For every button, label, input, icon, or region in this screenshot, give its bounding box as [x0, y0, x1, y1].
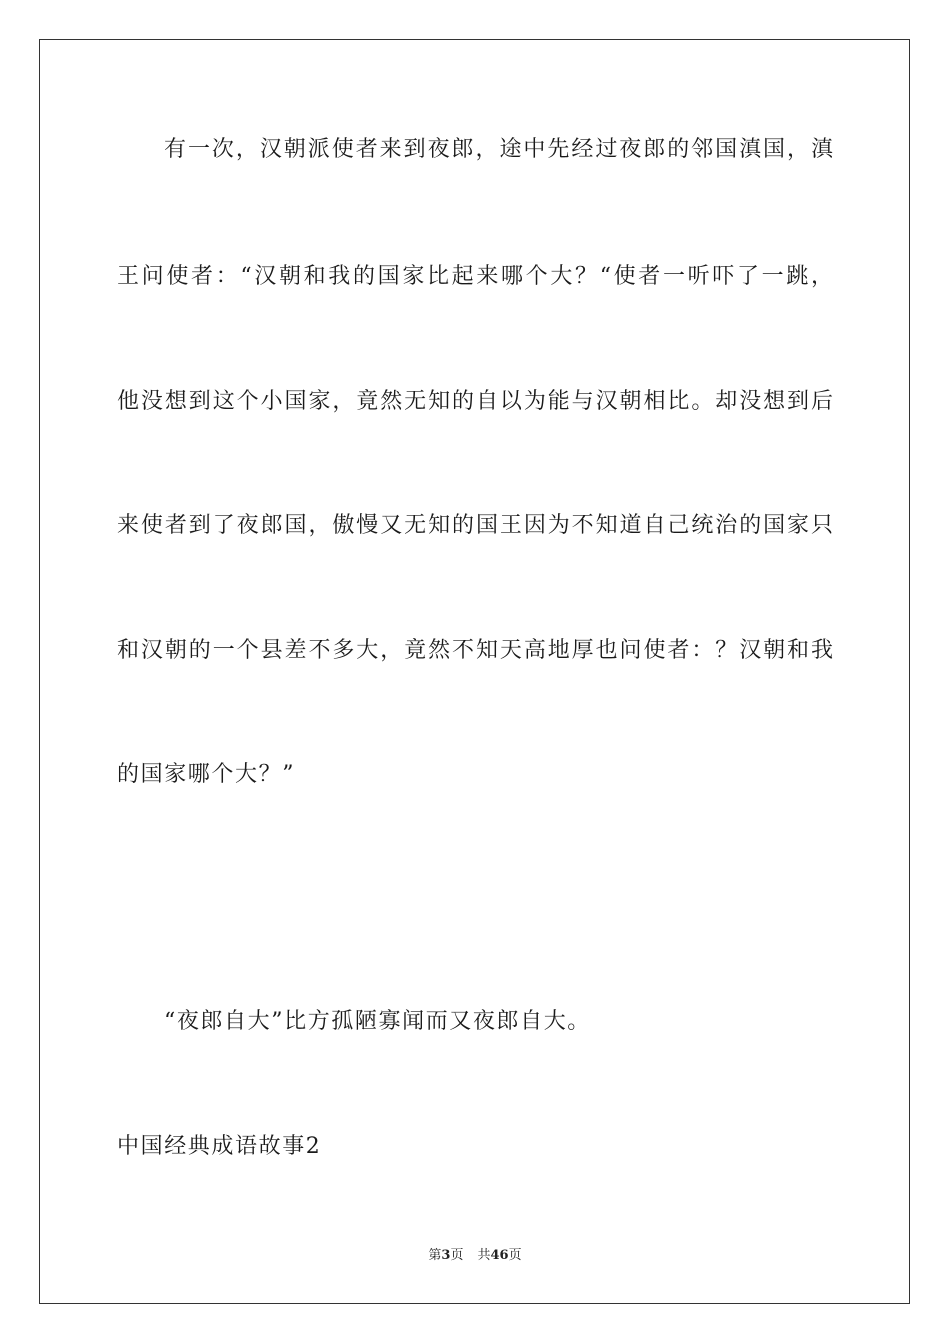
paragraph-1-line-5: 和汉朝的一个县差不多大，竟然不知天高地厚也问使者：？汉朝和我 — [117, 638, 833, 663]
footer-page-unit: 页 — [450, 1248, 464, 1263]
page-border — [39, 39, 910, 1304]
paragraph-2: “夜郎自大”比方孤陋寡闻而又夜郎自大。 — [164, 1009, 591, 1034]
footer-prefix: 第 — [428, 1248, 442, 1263]
footer-total-prefix: 共 — [477, 1248, 491, 1263]
paragraph-1-line-6: 的国家哪个大？” — [117, 762, 296, 787]
footer-total-unit: 页 — [508, 1248, 522, 1263]
paragraph-1-line-4: 来使者到了夜郎国，傲慢又无知的国王因为不知道自己统治的国家只 — [117, 513, 833, 538]
paragraph-1-line-3: 他没想到这个小国家，竟然无知的自以为能与汉朝相比。却没想到后 — [117, 389, 833, 414]
section-heading: 中国经典成语故事2 — [117, 1134, 322, 1159]
paragraph-1-line-2: 王问使者：“汉朝和我的国家比起来哪个大？“使者一听吓了一跳， — [117, 264, 833, 289]
footer-total-pages: 46 — [490, 1248, 509, 1263]
paragraph-1-line-1: 有一次，汉朝派使者来到夜郎，途中先经过夜郎的邻国滇国，滇 — [164, 137, 833, 162]
page-footer — [0, 1247, 950, 1265]
footer-current-page: 3 — [441, 1248, 451, 1263]
